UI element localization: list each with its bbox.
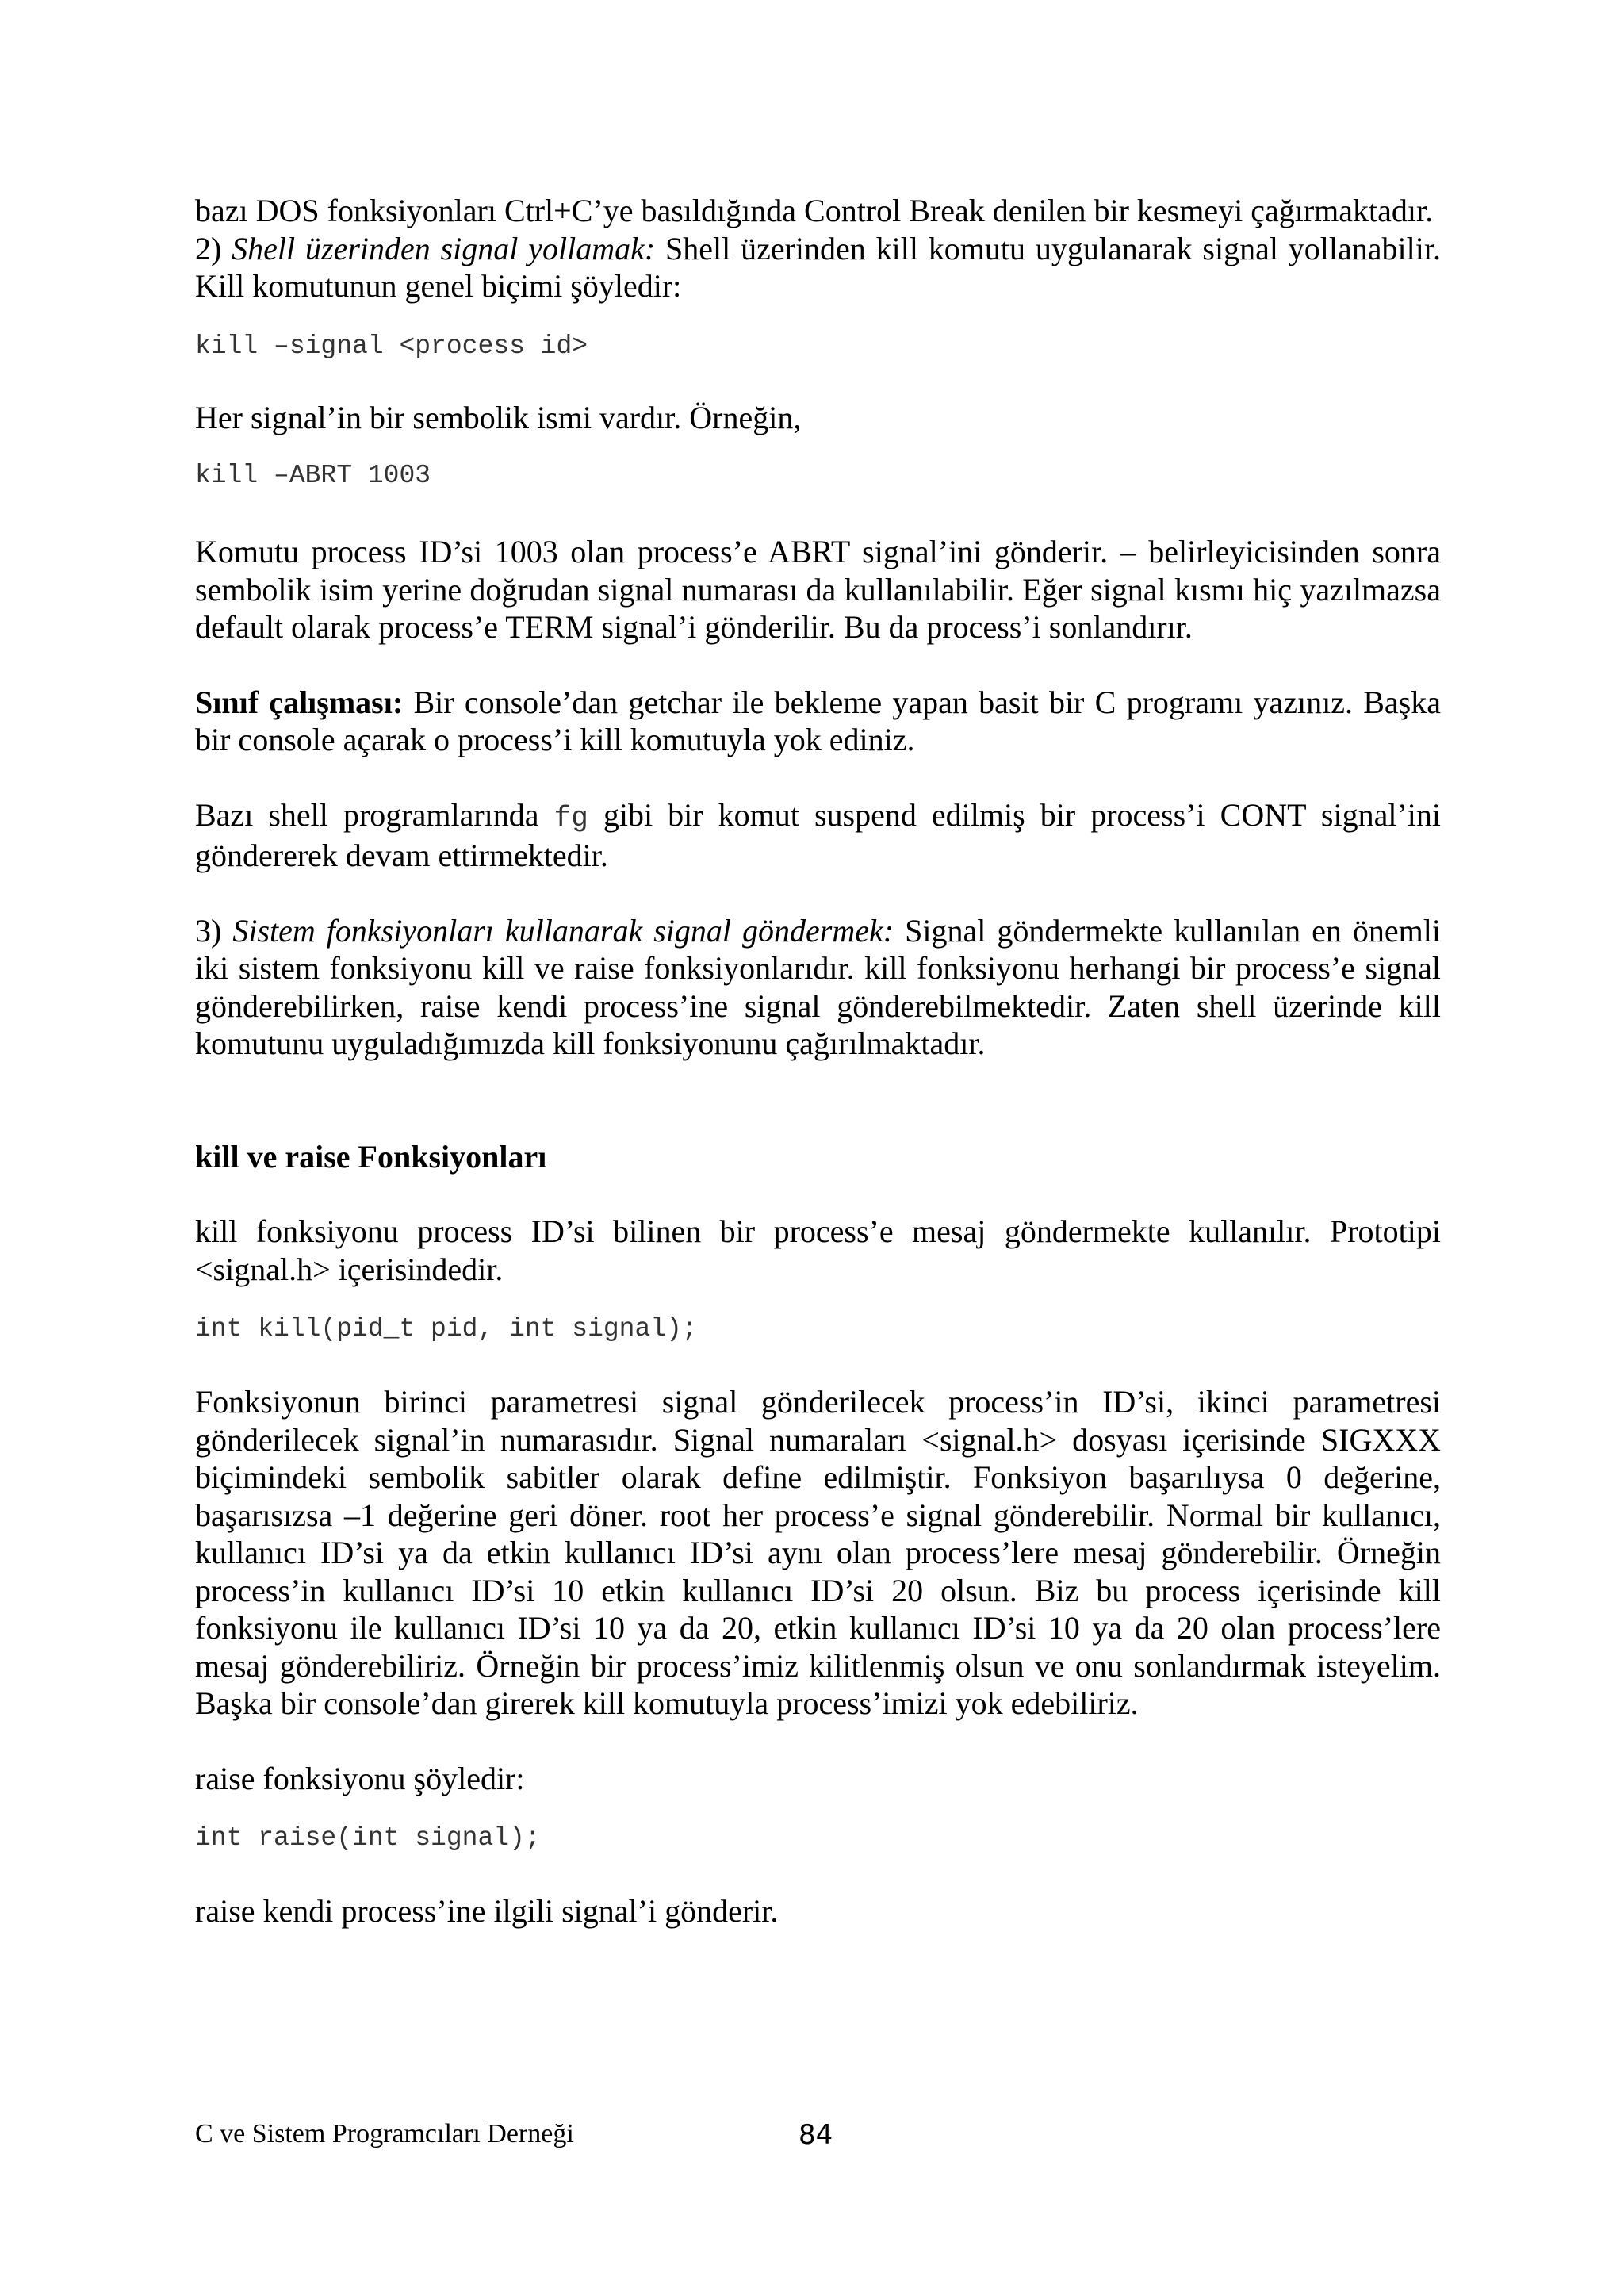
paragraph-kill-parameters: Fonksiyonun birinci parametresi signal gönderilecek process’in ID’si, ikinci parametresi gönderilecek signal’in numarasıdır. Signal numaraları <signal.h> dosyası içerisinde SIGXXX biçimindeki sembolik sabitler olarak define edilmiştir. Fonksiyon başarılıysa 0 değerine, başarısızsa –1 değerine geri döner. root her process’e signal gönderebilir. Normal bir kullanıcı, kullanıcı ID’si ya da etkin kullanıcı ID’si aynı olan process’lere mesaj gönderebilir. Örneğin process’in kullanıcı ID’si 10 etkin kullanıcı ID’si 20 olsun. Biz bu process içerisinde kill fonksiyonu ile kullanıcı ID’si 10 ya da 20, etkin kullanıcı ID’si 10 ya da 20 olan process’lere mesaj gönderebiliriz. Örneğin bir process’imiz kilitlenmiş olsun ve onu sonlandırmak isteyelim. Başka bir console’dan girerek kill komutuyla process’imizi yok edebiliriz.	[195, 1384, 1441, 1721]
paragraph-raise-intro: raise fonksiyonu şöyledir:	[195, 1760, 525, 1796]
inline-code-fg: fg	[553, 801, 588, 834]
item-body: Shell üzerinden kill komutu uygulanarak signal yollanabilir. Kill komutunun genel biçimi şöyledir:	[195, 230, 1441, 304]
paragraph-abrt-description: Komutu process ID’si 1003 olan process’e ABRT signal’ini gönderir. – belirleyicisinden sonra sembolik isim yerine doğrudan signal numarası da kullanılabilir. Eğer signal kısmı hiç yazılmazsa default olarak process’e TERM signal’i gönderilir. Bu da process’i sonlandırır.	[195, 534, 1441, 645]
page-number: 84	[799, 2119, 833, 2151]
list-number: 3)	[195, 912, 233, 949]
page-footer	[195, 2119, 1441, 2159]
paragraph-kill-function: kill fonksiyonu process ID’si bilinen bir process’e mesaj göndermekte kullanılır. Prototipi <signal.h> içerisindedir.	[195, 1213, 1441, 1287]
code-raise-prototype: int raise(int signal);	[195, 1823, 541, 1853]
page-content	[195, 192, 1441, 1930]
exercise-body: Bir console’dan getchar ile bekleme yapan basit bir C programı yazınız. Başka bir console açarak o process’i kill komutuyla yok ediniz.	[195, 684, 1442, 757]
exercise-label: Sınıf çalışması:	[195, 684, 404, 720]
list-number: 2)	[195, 230, 232, 266]
paragraph-symbolic-name: Her signal’in bir sembolik ismi vardır. Örneğin,	[195, 399, 802, 435]
paragraph-raise-description: raise kendi process’ine ilgili signal’i gönderir.	[195, 1893, 779, 1929]
paragraph-dos-functions: bazı DOS fonksiyonları Ctrl+C’ye basıldığında Control Break denilen bir kesmeyi çağırmaktadır.	[195, 193, 1434, 228]
code-kill-prototype: int kill(pid_t pid, int signal);	[195, 1314, 698, 1343]
paragraph-class-exercise	[195, 684, 1441, 759]
fg-pre: Bazı shell programlarında	[195, 796, 554, 833]
item-title: Sistem fonksiyonları kullanarak signal göndermek:	[232, 912, 894, 949]
footer-organization: C ve Sistem Programcıları Derneği	[195, 2119, 574, 2148]
item-body: Signal göndermekte kullanılan en önemli iki sistem fonksiyonu kill ve raise fonksiyonlarıdır. kill fonksiyonu herhangi bir process’e signal gönderebilirken, raise kendi process’ine signal gönderebilmektedir. Zaten shell üzerinde kill komutunu uyguladığımızda kill fonksiyonunu çağırılmaktadır.	[195, 912, 1442, 1061]
section-heading: kill ve raise Fonksiyonları	[195, 1138, 547, 1175]
paragraph-system-functions	[195, 912, 1441, 1063]
code-kill-abrt: kill –ABRT 1003	[195, 461, 431, 490]
item-title: Shell üzerinden signal yollamak:	[232, 230, 656, 266]
code-kill-syntax: kill –signal <process id>	[195, 331, 588, 361]
fg-post: gibi bir komut suspend edilmiş bir process’i CONT signal’ini göndererek devam ettirmektedir.	[195, 796, 1441, 873]
paragraph-fg-command	[195, 796, 1441, 875]
paragraph-shell-signal	[195, 230, 1441, 305]
